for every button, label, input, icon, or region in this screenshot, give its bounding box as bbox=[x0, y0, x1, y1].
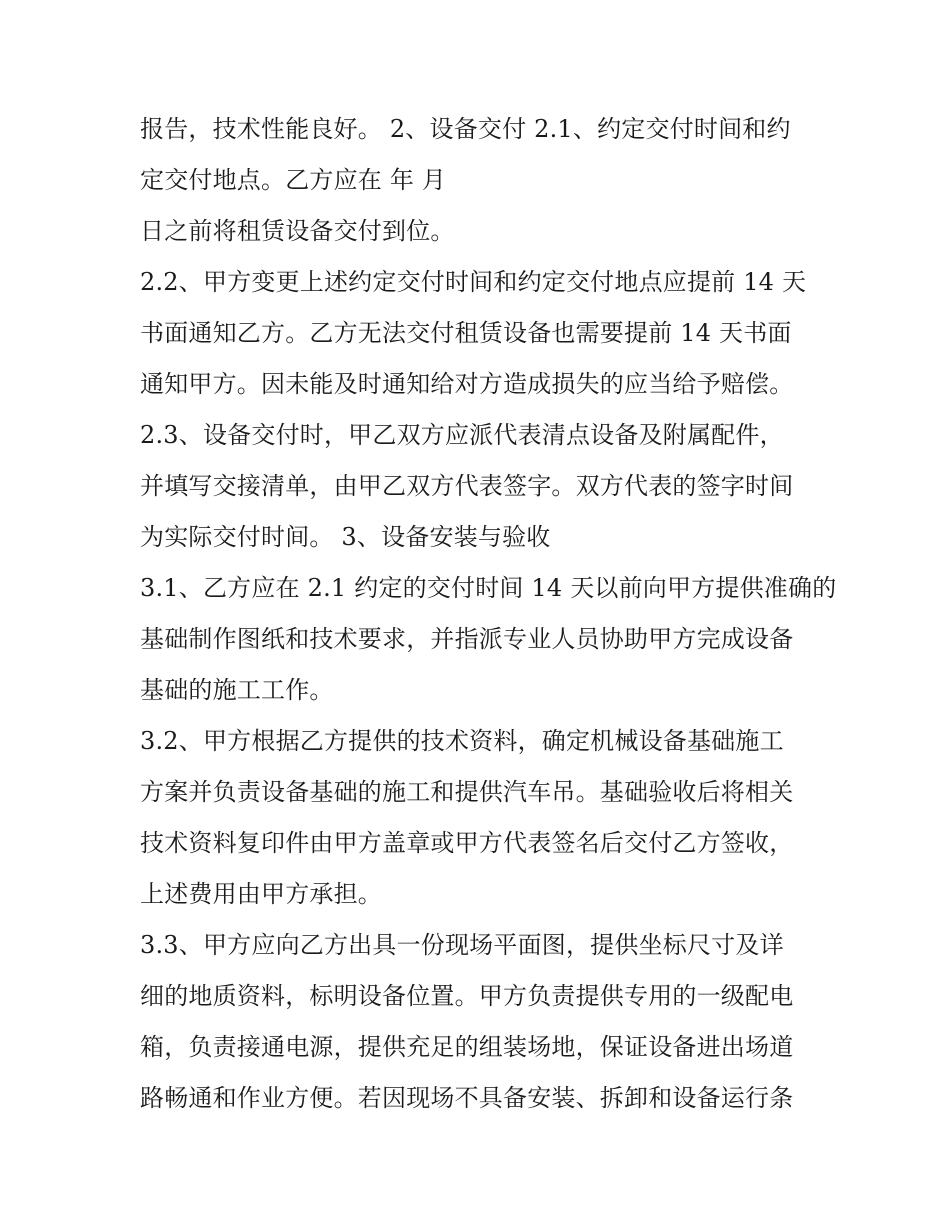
text-line: 报告，技术性能良好。 2、设备交付 2.1、约定交付时间和约 bbox=[140, 115, 791, 143]
text-line: 箱，负责接通电源，提供充足的组装场地，保证设备进出场道 bbox=[140, 1033, 794, 1061]
text-line: 3.3、甲方应向乙方出具一份现场平面图，提供坐标尺寸及详 bbox=[140, 931, 784, 959]
text-line: 2.2、甲方变更上述约定交付时间和约定交付地点应提前 14 天 bbox=[140, 268, 807, 296]
text-line: 2.3、设备交付时，甲乙双方应派代表清点设备及附属配件， bbox=[140, 421, 784, 449]
text-line: 技术资料复印件由甲方盖章或甲方代表签名后交付乙方签收， bbox=[140, 829, 794, 857]
text-line: 基础制作图纸和技术要求，并指派专业人员协助甲方完成设备 bbox=[140, 625, 794, 653]
text-line: 基础的施工工作。 bbox=[140, 676, 334, 704]
text-line: 3.2、甲方根据乙方提供的技术资料，确定机械设备基础施工 bbox=[140, 727, 784, 755]
text-line: 路畅通和作业方便。若因现场不具备安装、拆卸和设备运行条 bbox=[140, 1084, 794, 1112]
text-line: 通知甲方。因未能及时通知给对方造成损失的应当给予赔偿。 bbox=[140, 370, 794, 398]
text-line: 并填写交接清单，由甲乙双方代表签字。双方代表的签字时间 bbox=[140, 472, 794, 500]
text-line: 上述费用由甲方承担。 bbox=[140, 880, 382, 908]
text-line: 日之前将租赁设备交付到位。 bbox=[140, 217, 455, 245]
text-line: 为实际交付时间。 3、设备安装与验收 bbox=[140, 523, 551, 551]
text-line: 方案并负责设备基础的施工和提供汽车吊。基础验收后将相关 bbox=[140, 778, 794, 806]
text-line: 书面通知乙方。乙方无法交付租赁设备也需要提前 14 天书面 bbox=[140, 319, 792, 347]
text-line: 定交付地点。乙方应在 年 月 bbox=[140, 166, 447, 194]
text-line: 细的地质资料，标明设备位置。甲方负责提供专用的一级配电 bbox=[140, 982, 794, 1010]
text-line: 3.1、乙方应在 2.1 约定的交付时间 14 天以前向甲方提供准确的 bbox=[140, 574, 837, 602]
